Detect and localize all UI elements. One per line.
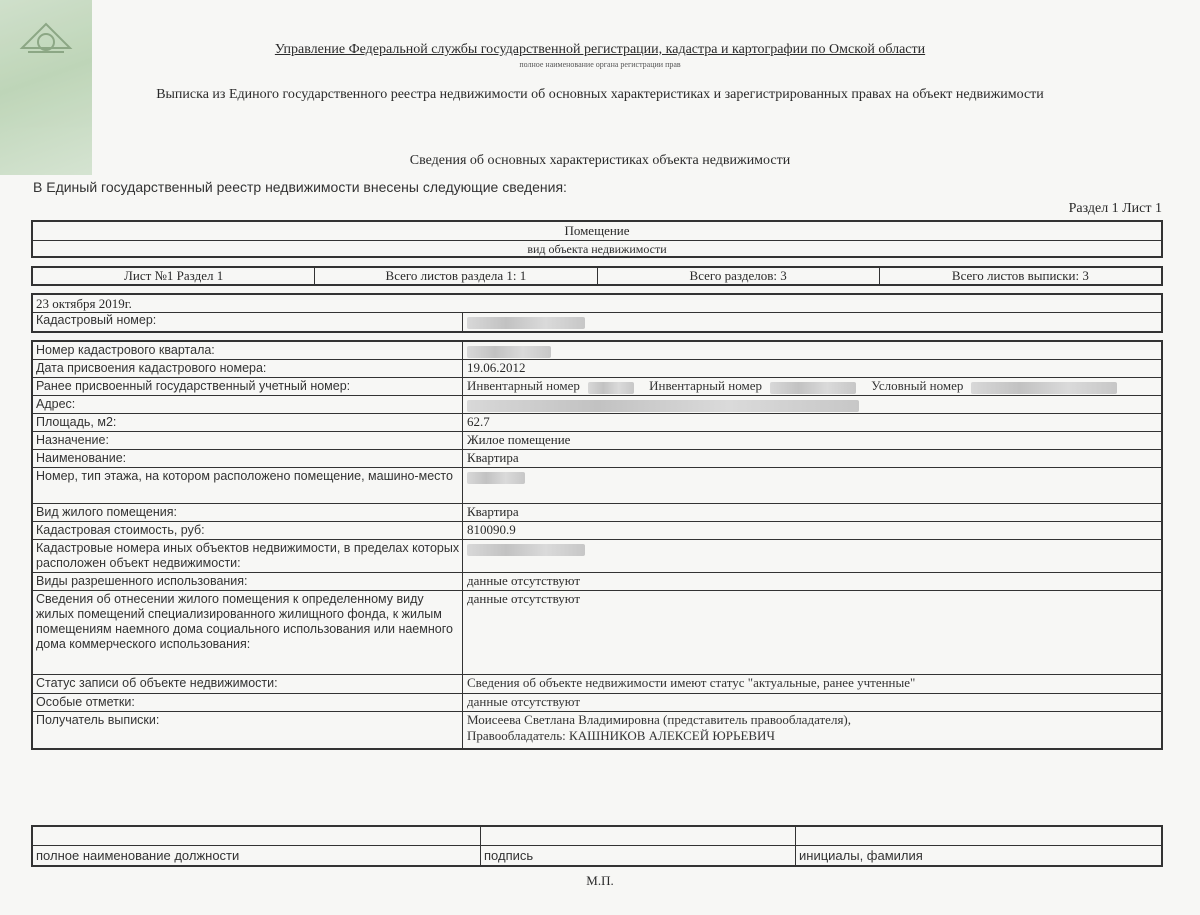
table-row — [33, 591, 1161, 675]
table-row — [33, 504, 1161, 522]
authority-caption: полное наименование органа регистрации прав — [519, 60, 681, 69]
sheet-info-bar — [31, 266, 1163, 286]
cadastral-number-label: Кадастровый номер: — [33, 313, 463, 332]
signature-cell — [481, 827, 796, 845]
name-caption: инициалы, фамилия — [799, 848, 923, 863]
area-value: 62.7 — [467, 414, 490, 429]
table-row — [33, 342, 1161, 360]
intro-text: В Единый государственный реестр недвижимости внесены следующие сведения: — [33, 179, 567, 195]
sheet-number: Лист №1 Раздел 1 — [33, 268, 315, 284]
signature-caption: подпись — [481, 846, 796, 866]
date-box — [31, 293, 1163, 333]
table-row — [33, 468, 1161, 504]
page-ref: Раздел 1 Лист 1 — [1068, 201, 1162, 216]
special-housing-label: Сведения об отнесении жилого помещения к определенному виду жилых помещений специализированного жилищного фонда, к жилым помещениям наемного дома социального использования или наемного дома коммерческого использования: — [33, 591, 463, 674]
total-sheets-section: Всего листов раздела 1: 1 — [315, 268, 597, 284]
status-label: Статус записи об объекте недвижимости: — [33, 675, 463, 693]
table-row — [33, 522, 1161, 540]
position-cell — [33, 827, 481, 845]
cost-value: 810090.9 — [467, 522, 516, 537]
assign-date-label: Дата присвоения кадастрового номера: — [33, 360, 463, 377]
permitted-use-value: данные отсутствуют — [467, 573, 581, 588]
object-type-caption: вид объекта недвижимости — [527, 242, 667, 256]
inventory-number-label-2: Инвентарный номер — [649, 378, 762, 393]
redacted-quarter — [467, 346, 551, 358]
authority-title: Управление Федеральной службы государственной регистрации, кадастра и картографии по Омской области — [274, 42, 926, 57]
redacted-cadastral-number — [467, 317, 585, 329]
characteristics-table — [31, 340, 1163, 750]
table-row — [33, 360, 1161, 378]
signature-table — [31, 825, 1163, 867]
table-row — [33, 432, 1161, 450]
conditional-number-label: Условный номер — [871, 378, 964, 393]
permitted-use-label: Виды разрешенного использования: — [33, 573, 463, 590]
table-row — [33, 675, 1161, 694]
recipient-line-1: Моисеева Светлана Владимировна (представитель правообладателя), — [467, 712, 852, 727]
redacted-address — [467, 400, 859, 412]
redacted-inv-2 — [770, 382, 856, 394]
floor-label: Номер, тип этажа, на котором расположено помещение, машино-место — [33, 468, 463, 503]
area-label: Площадь, м2: — [33, 414, 463, 431]
redacted-cond — [971, 382, 1117, 394]
recipient-line-2: Правообладатель: КАШНИКОВ АЛЕКСЕЙ ЮРЬЕВИЧ — [467, 728, 775, 743]
other-objects-label: Кадастровые номера иных объектов недвижимости, в пределах которых расположен объект недвижимости: — [33, 540, 463, 572]
object-type: Помещение — [33, 222, 1161, 241]
position-caption: полное наименование должности — [33, 846, 481, 866]
extract-title: Выписка из Единого государственного реестра недвижимости об основных характеристиках и зарегистрированных правах на объект недвижимости — [156, 87, 1044, 102]
status-value: Сведения об объекте недвижимости имеют статус "актуальные, ранее учтенные" — [467, 675, 916, 690]
extract-date: 23 октября 2019г. — [33, 295, 1161, 313]
table-row — [33, 450, 1161, 468]
table-row — [33, 694, 1161, 712]
object-type-box — [31, 220, 1163, 258]
redacted-floor — [467, 472, 525, 484]
purpose-value: Жилое помещение — [467, 432, 571, 447]
total-sections: Всего разделов: 3 — [598, 268, 880, 284]
table-row — [33, 414, 1161, 432]
special-housing-value: данные отсутствуют — [467, 591, 581, 606]
inventory-number-label-1: Инвентарный номер — [467, 378, 580, 393]
address-label: Адрес: — [33, 396, 463, 413]
cost-label: Кадастровая стоимость, руб: — [33, 522, 463, 539]
section-title: Сведения об основных характеристиках объекта недвижимости — [409, 153, 791, 168]
table-row — [33, 396, 1161, 414]
name-value: Квартира — [467, 450, 519, 465]
living-type-label: Вид жилого помещения: — [33, 504, 463, 521]
total-sheets-extract: Всего листов выписки: 3 — [951, 268, 1089, 283]
recipient-label: Получатель выписки: — [33, 712, 463, 748]
table-row — [33, 712, 1161, 748]
table-row — [33, 573, 1161, 591]
table-row — [33, 540, 1161, 573]
notes-value: данные отсутствуют — [467, 694, 581, 709]
quarter-label: Номер кадастрового квартала: — [33, 342, 463, 359]
purpose-label: Назначение: — [33, 432, 463, 449]
table-row — [33, 378, 1161, 396]
assign-date-value: 19.06.2012 — [467, 360, 526, 375]
notes-label: Особые отметки: — [33, 694, 463, 711]
prev-number-label: Ранее присвоенный государственный учетный номер: — [33, 378, 463, 395]
stamp-place: М.П. — [586, 873, 614, 888]
redacted-other-objects — [467, 544, 585, 556]
name-label: Наименование: — [33, 450, 463, 467]
living-type-value: Квартира — [467, 504, 519, 519]
redacted-inv-1 — [588, 382, 634, 394]
name-cell — [796, 827, 1161, 845]
